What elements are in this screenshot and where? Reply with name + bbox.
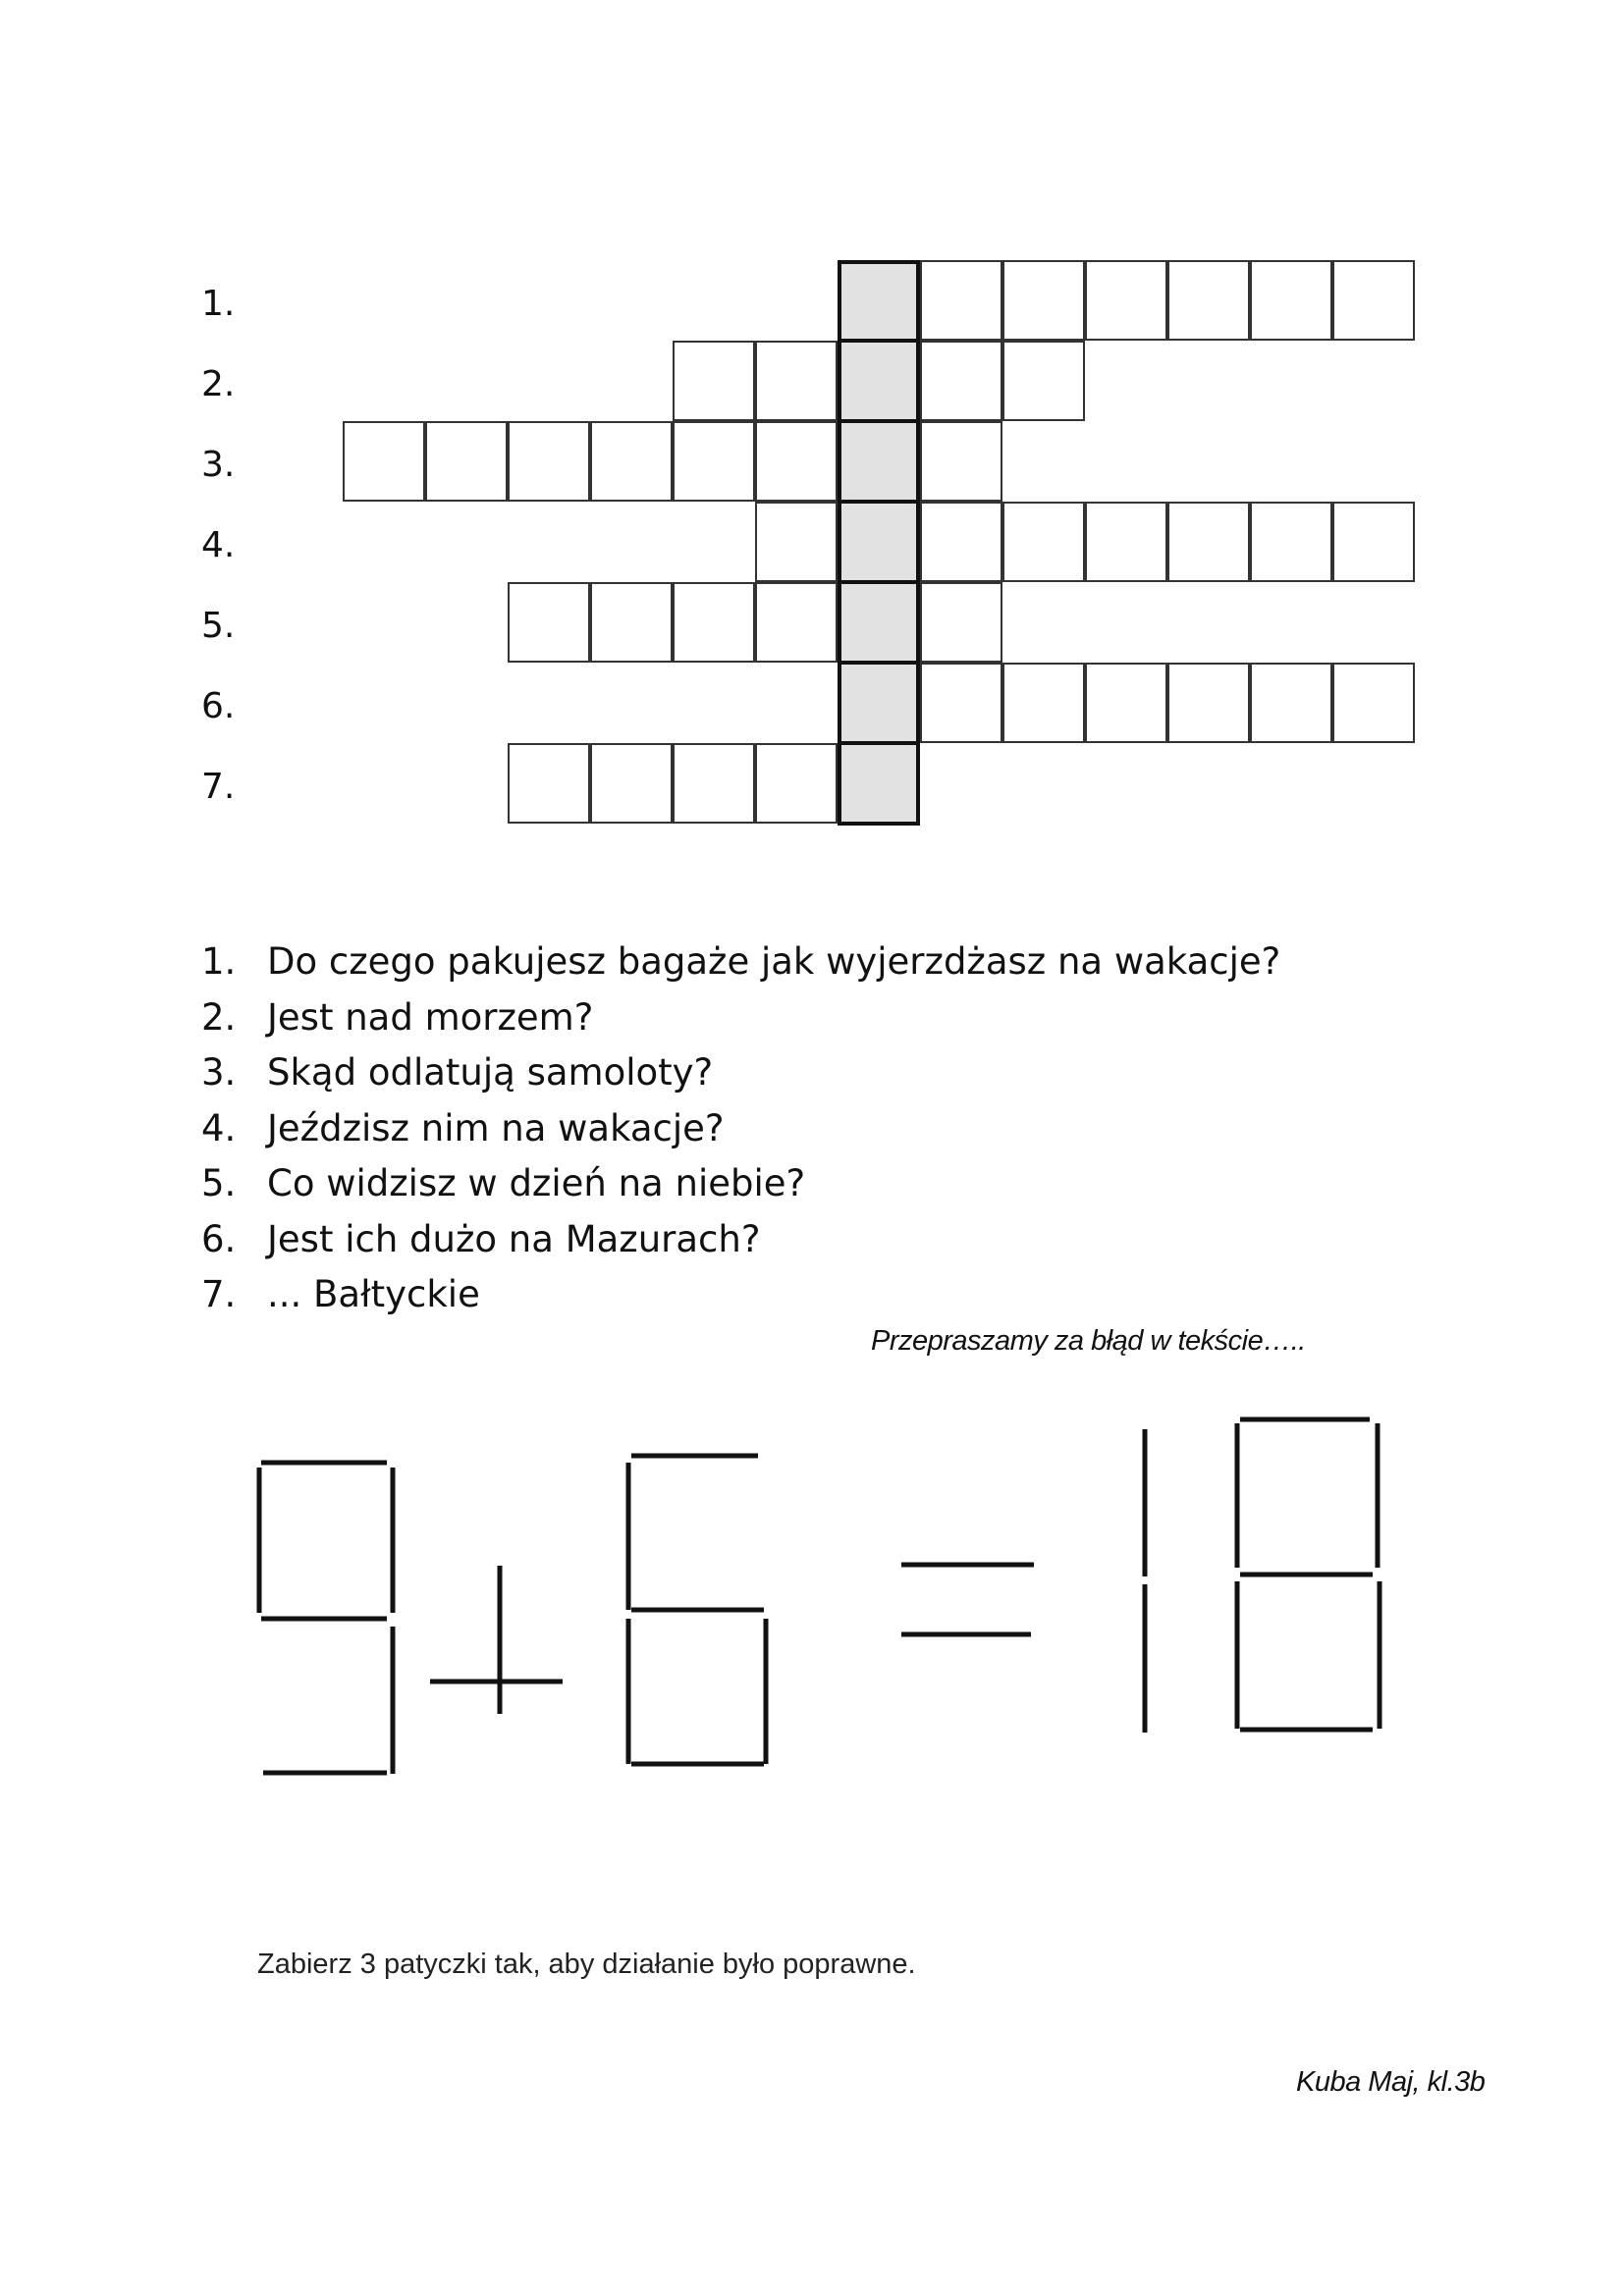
- clue-number: 2.: [201, 995, 237, 1039]
- clue-text: Jest ich dużo na Mazurach?: [267, 1217, 761, 1260]
- row-number-7: 7.: [201, 767, 236, 807]
- clue-number: 1.: [201, 940, 237, 983]
- clue-number: 4.: [201, 1106, 237, 1149]
- row-number-3: 3.: [201, 445, 236, 485]
- author-signature: Kuba Maj, kl.3b: [1296, 2066, 1486, 2098]
- clue-text: Do czego pakujesz bagaże jak wyjerzdżasz na wakacje?: [267, 940, 1281, 983]
- clue-number: 3.: [201, 1051, 237, 1094]
- row-number-2: 2.: [201, 364, 236, 404]
- clue-text: Jest nad morzem?: [267, 995, 594, 1039]
- row-number-6: 6.: [201, 686, 236, 726]
- clue-text: ... Bałtyckie: [267, 1273, 480, 1315]
- apology-note: Przepraszamy za błąd w tekście…..: [871, 1325, 1306, 1357]
- clue-text: Jeździsz nim na wakacje?: [267, 1106, 725, 1149]
- row-number-4: 4.: [201, 525, 236, 565]
- clue-text: Co widzisz w dzień na niebie?: [267, 1162, 806, 1204]
- clue-number: 5.: [201, 1162, 237, 1204]
- clue-number: 6.: [201, 1217, 237, 1260]
- clue-text: Skąd odlatują samoloty?: [267, 1051, 714, 1094]
- row-number-1: 1.: [201, 284, 236, 324]
- puzzle-instruction: Zabierz 3 patyczki tak, aby działanie było poprawne.: [257, 1949, 916, 1980]
- clue-number: 7.: [201, 1273, 237, 1315]
- row-number-5: 5.: [201, 606, 236, 646]
